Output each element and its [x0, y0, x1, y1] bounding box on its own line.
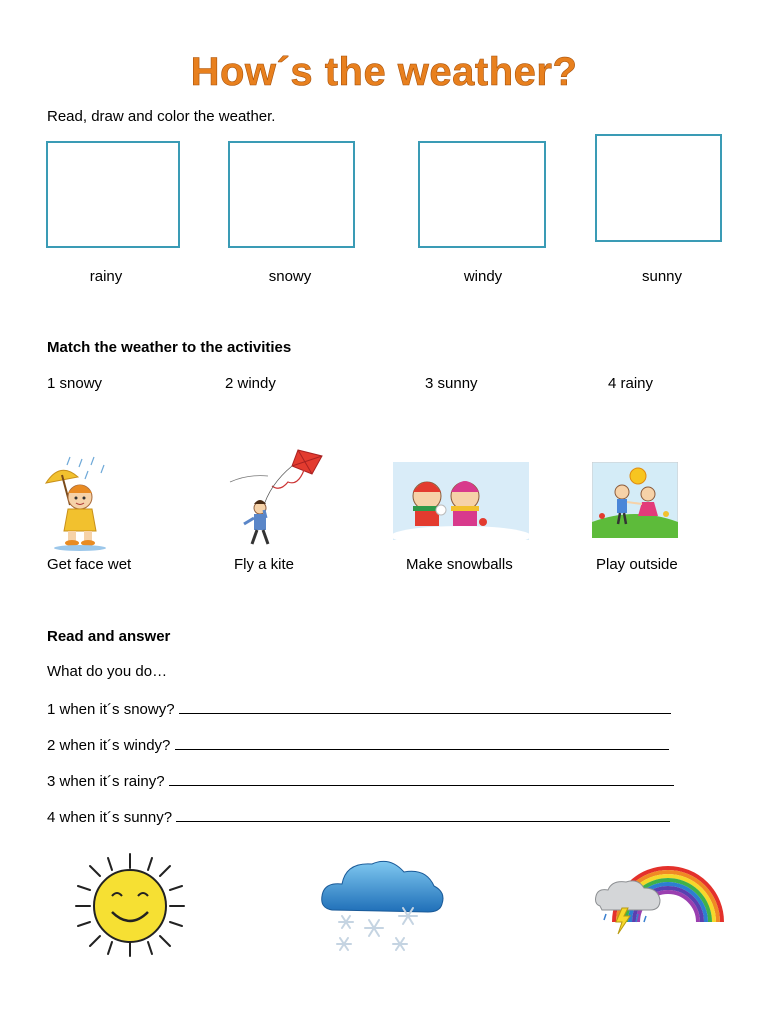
play-outside-kids-icon	[592, 462, 678, 538]
match-heading: Match the weather to the activities	[47, 339, 292, 356]
label-sunny: sunny	[641, 268, 683, 285]
answer-line[interactable]	[179, 699, 671, 714]
page-title: How´s the weather?	[190, 50, 578, 94]
question-rainy	[47, 771, 674, 790]
question-sunny	[47, 807, 670, 826]
drawing-box-windy[interactable]	[418, 141, 546, 248]
weather-item-1: 1 snowy	[47, 375, 103, 392]
question-snowy	[47, 699, 671, 718]
question-text: 3 when it´s rainy?	[47, 773, 165, 790]
sun-icon	[70, 850, 190, 960]
weather-item-3: 3 sunny	[425, 375, 478, 392]
drawing-box-rainy[interactable]	[46, 141, 180, 248]
activity-get-face-wet: Get face wet	[47, 556, 132, 573]
snowball-kids-icon	[393, 462, 529, 540]
activity-play-outside: Play outside	[596, 556, 678, 573]
label-snowy: snowy	[268, 268, 312, 285]
rain-girl-icon	[40, 455, 120, 551]
question-text: 2 when it´s windy?	[47, 737, 171, 754]
label-windy: windy	[463, 268, 503, 285]
weather-item-4: 4 rainy	[608, 375, 654, 392]
instruction-draw: Read, draw and color the weather.	[47, 108, 276, 125]
label-rainy: rainy	[89, 268, 123, 285]
what-do-you-do-prompt: What do you do…	[47, 663, 168, 680]
drawing-box-snowy[interactable]	[228, 141, 355, 248]
weather-item-2: 2 windy	[225, 375, 276, 392]
snow-cloud-icon	[318, 852, 446, 958]
activity-fly-a-kite: Fly a kite	[234, 556, 295, 573]
rainbow-storm-icon	[592, 852, 724, 938]
read-answer-heading: Read and answer	[47, 628, 171, 645]
question-windy	[47, 735, 669, 754]
answer-line[interactable]	[175, 735, 669, 750]
question-text: 4 when it´s sunny?	[47, 809, 173, 826]
kite-boy-icon	[228, 446, 324, 550]
drawing-box-sunny[interactable]	[595, 134, 722, 242]
activity-make-snowballs: Make snowballs	[406, 556, 513, 573]
answer-line[interactable]	[169, 771, 674, 786]
question-text: 1 when it´s snowy?	[47, 701, 175, 718]
answer-line[interactable]	[176, 807, 670, 822]
